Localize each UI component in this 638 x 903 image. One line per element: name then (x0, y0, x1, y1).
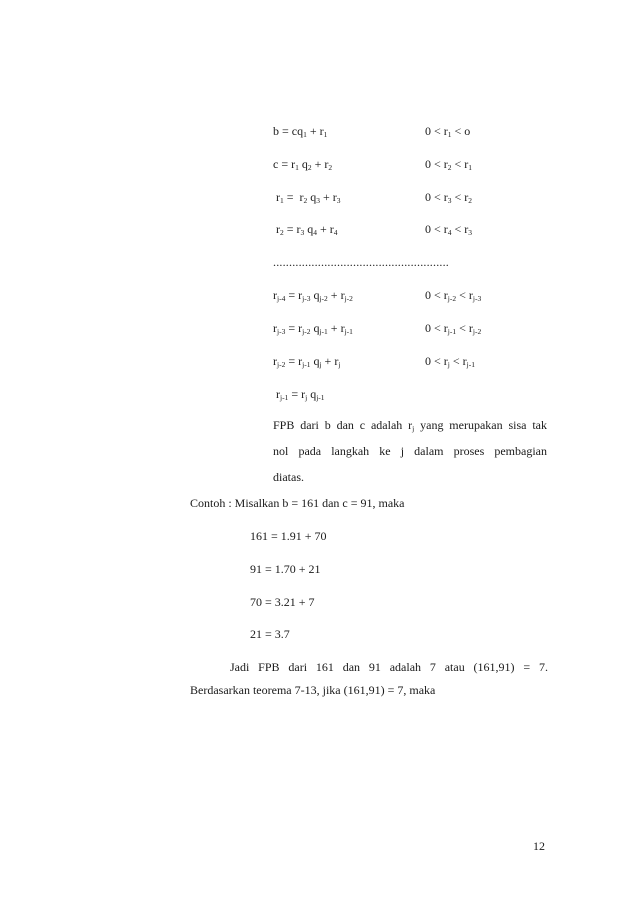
ellipsis-line: ....................................................... (273, 255, 449, 269)
fpb-line-2: nol pada langkah ke j dalam proses pembagian (273, 444, 547, 458)
equation-1: $b = cq_1 + r_1$ (273, 124, 328, 139)
condition-4: $0 < r_4 < r_3$ (425, 222, 473, 237)
condition-3: $0 < r_3 < r_2$ (425, 190, 473, 205)
fpb-line-3: diatas. (273, 470, 304, 484)
condition-7: $0 < r_j < r_{j-1}$ (425, 354, 475, 369)
page-number: 12 (533, 839, 545, 853)
example-step-1: 161 = 1.91 + 70 (250, 529, 327, 543)
equation-3: $r_1 = r_2$ $q_3 + r_3$ (276, 190, 341, 205)
equation-6: $r_{j-3} = r_{j-2}$ $q_{j-1} + r_{j-1}$ (273, 321, 353, 336)
equation-2: $c = r_1$ $q_2 + r_2$ (273, 157, 333, 172)
equation-5: $r_{j-4} = r_{j-3}$ $q_{j-2} + r_{j-2}$ (273, 288, 353, 303)
example-step-4: 21 = 3.7 (250, 627, 290, 641)
condition-5: $0 < r_{j-2} < r_{j-3}$ (425, 288, 482, 303)
example-step-2: 91 = 1.70 + 21 (250, 562, 321, 576)
conclusion-line-1: Jadi FPB dari 161 dan 91 adalah 7 atau (161,91) = 7. (230, 660, 548, 674)
example-step-3: 70 = 3.21 + 7 (250, 595, 315, 609)
equation-8: $r_{j-1} = r_j$ $q_{j-1}$ (276, 387, 325, 402)
equation-7: $r_{j-2} = r_{j-1}$ $q_j + r_j$ (273, 354, 341, 369)
equation-4: $r_2 = r_3$ $q_4 + r_4$ (276, 222, 338, 237)
condition-6: $0 < r_{j-1} < r_{j-2}$ (425, 321, 482, 336)
conclusion-line-2: Berdasarkan teorema 7-13, jika (161,91) = 7, maka (190, 683, 436, 697)
condition-1: $0 < r_1 < o$ (425, 124, 471, 139)
example-intro: Contoh : Misalkan b = 161 dan c = 91, maka (190, 496, 405, 510)
fpb-paragraph (273, 412, 547, 490)
conclusion-paragraph (190, 660, 548, 698)
condition-2: $0 < r_2 < r_1$ (425, 157, 473, 172)
fpb-line-1: FPB dari b dan c adalah $r_j$ yang merupakan sisa tak (273, 418, 548, 433)
